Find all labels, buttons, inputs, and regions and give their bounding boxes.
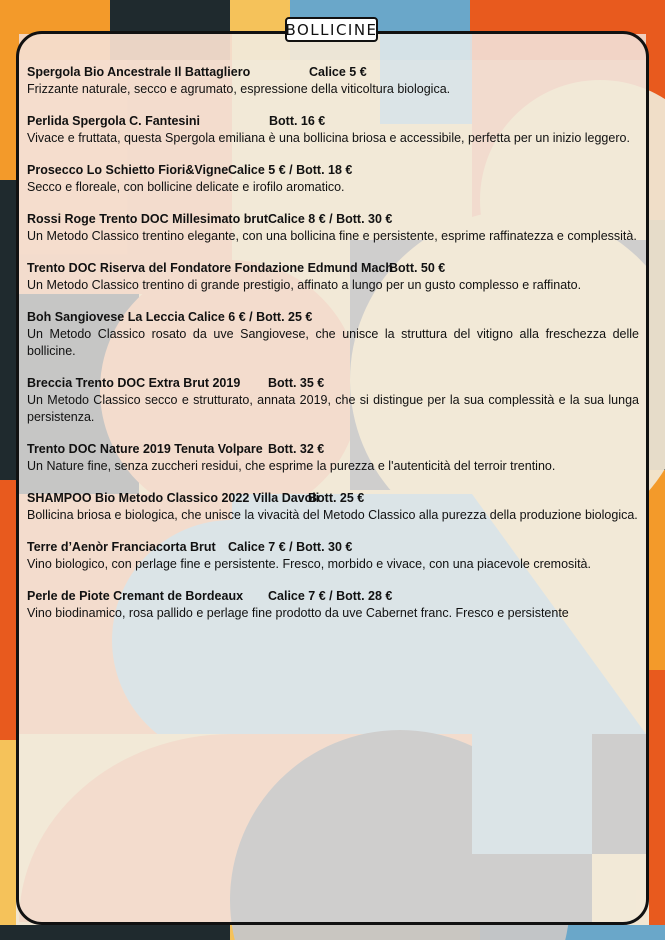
wine-name: Trento DOC Riserva del Fondatore Fondazione Edmund Mach <box>27 261 394 275</box>
section-title: BOLLICINE <box>285 20 378 39</box>
wine-price: Calice 5 € <box>309 65 367 79</box>
wine-price: Bott. 25 € <box>308 491 365 505</box>
wine-item <box>27 211 639 245</box>
wine-price: Calice 7 € / Bott. 28 € <box>268 589 393 603</box>
wine-description: Un Metodo Classico rosato da uve Sangiovese, che unisce la struttura del vitigno alla freschezza delle bollicine. <box>27 327 639 358</box>
wine-description: Un Metodo Classico secco e strutturato, annata 2019, che si distingue per la sua complessità e la sua lunga persistenza. <box>27 393 639 424</box>
wine-description: Bollicina briosa e biologica, che unisce la vivacità del Metodo Classico alla purezza della produzione biologica. <box>27 508 638 522</box>
wine-price: Calice 7 € / Bott. 30 € <box>228 540 353 554</box>
wine-description: Vivace e fruttata, questa Spergola emiliana è una bollicina briosa e accessibile, perfetta per un inizio leggero. <box>27 131 630 145</box>
wine-name: Perlida Spergola C. Fantesini <box>27 114 200 128</box>
wine-name: SHAMPOO Bio Metodo Classico 2022 Villa Davoli <box>27 491 320 505</box>
wine-description: Vino biologico, con perlage fine e persistente. Fresco, morbido e vivace, con una piacevole cremosità. <box>27 557 591 571</box>
wine-price: Bott. 32 € <box>268 442 325 456</box>
wine-price: Calice 8 € / Bott. 30 € <box>268 212 393 226</box>
wine-item <box>27 64 639 98</box>
wine-item <box>27 490 639 524</box>
wine-price: Calice 6 € / Bott. 25 € <box>188 310 313 324</box>
wine-item <box>27 375 639 426</box>
wine-description: Vino biodinamico, rosa pallido e perlage fine prodotto da uve Cabernet franc. Fresco e persistente <box>27 606 569 620</box>
wine-item <box>27 162 639 196</box>
wine-item <box>27 260 639 294</box>
wine-price: Bott. 16 € <box>269 114 326 128</box>
wine-price: Bott. 35 € <box>268 376 325 390</box>
wine-name: Boh Sangiovese La Leccia <box>27 310 185 324</box>
wine-name: Terre d’Aenòr Franciacorta Brut <box>27 540 216 554</box>
wine-description: Secco e floreale, con bollicine delicate e irofilo aromatico. <box>27 180 345 194</box>
section-title-badge <box>285 17 378 42</box>
wine-name: Prosecco Lo Schietto Fiori&Vigne <box>27 163 229 177</box>
wine-description: Frizzante naturale, secco e agrumato, espressione della viticoltura biologica. <box>27 82 451 96</box>
wine-description: Un Metodo Classico trentino di grande prestigio, affinato a lungo per un gusto complesso e raffinato. <box>27 278 582 292</box>
wine-description: Un Nature fine, senza zuccheri residui, che esprime la purezza e l'autenticità del terroir trentino. <box>27 459 556 473</box>
wine-price: Calice 5 € / Bott. 18 € <box>228 163 353 177</box>
wine-name: Breccia Trento DOC Extra Brut 2019 <box>27 376 241 390</box>
wine-list <box>27 64 639 637</box>
wine-name: Trento DOC Nature 2019 Tenuta Volpare <box>27 442 263 456</box>
wine-name: Rossi Roge Trento DOC Millesimato brut <box>27 212 268 226</box>
wine-item <box>27 588 639 622</box>
wine-item <box>27 309 639 360</box>
wine-item <box>27 441 639 475</box>
wine-item <box>27 539 639 573</box>
wine-item <box>27 113 639 147</box>
wine-name: Perle de Piote Cremant de Bordeaux <box>27 589 244 603</box>
wine-price: Bott. 50 € <box>389 261 446 275</box>
wine-description: Un Metodo Classico trentino elegante, con una bollicina fine e persistente, esprime raffinatezza e complessità. <box>27 229 637 243</box>
wine-name: Spergola Bio Ancestrale Il Battagliero <box>27 65 251 79</box>
